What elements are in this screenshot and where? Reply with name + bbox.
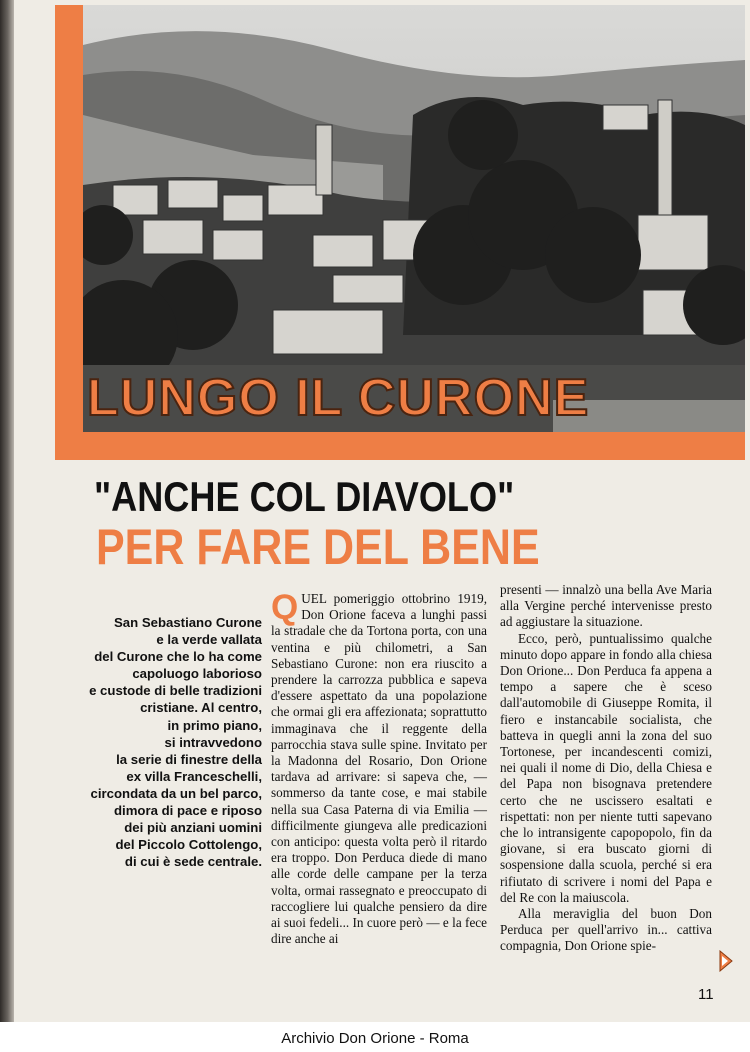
archive-footer: Archivio Don Orione - Roma xyxy=(281,1030,469,1047)
caption-line: e custode di belle tradizioni xyxy=(89,683,262,699)
caption-line: in primo piano, xyxy=(167,717,262,733)
caption-line: circondata da un bel parco, xyxy=(90,785,262,801)
caption-line: e la verde vallata xyxy=(156,632,262,648)
caption-line: capoluogo laborioso xyxy=(132,666,262,682)
caption-line: la serie di finestre della xyxy=(116,751,262,767)
drop-cap: Q xyxy=(271,588,299,627)
continue-arrow-icon xyxy=(719,950,733,972)
caption-line: San Sebastiano Curone xyxy=(113,615,262,630)
village-landscape-illustration xyxy=(83,5,745,432)
caption-line: dei più anziani uomini xyxy=(124,820,262,836)
orange-accent-bar-bottom xyxy=(55,432,745,460)
caption-line: ex villa Franceschelli, xyxy=(126,768,262,784)
photo-caption xyxy=(62,614,262,870)
article-subhead: PER FARE DEL BENE xyxy=(96,519,540,575)
article-column-2 xyxy=(500,582,712,955)
caption-line: del Curone che lo ha come xyxy=(94,649,262,665)
caption-line: si intravvedono xyxy=(164,734,262,750)
orange-accent-bar-left xyxy=(55,5,83,460)
article-paragraph: Alla meraviglia del buon Don Perduca per quell'arrivo in... cattiva compagnia, Don Orione spie- xyxy=(500,906,712,954)
caption-line: di cui è sede centrale. xyxy=(124,854,262,870)
article-column-1 xyxy=(271,588,487,947)
article-paragraph xyxy=(271,588,487,947)
page-number: 11 xyxy=(698,986,714,1003)
caption-line: dimora di pace e riposo xyxy=(113,803,262,819)
book-binding-edge xyxy=(0,0,14,1052)
article-paragraph: presenti — innalzò una bella Ave Maria alla Vergine perché intervenisse presto ad aggiustare la situazione. xyxy=(500,582,712,630)
hillside-village-photo xyxy=(83,5,745,432)
caption-line: cristiane. Al centro, xyxy=(140,700,262,716)
photo-title: LUNGO IL CURONE xyxy=(87,369,590,427)
article-paragraph: Ecco, però, puntualissimo qualche minuto dopo appare in fondo alla chiesa Don Orione... Don Perduca fa appena a tempo a sapere che è sceso dall'automobile di Giuseppe Romita, il fiero e instancabile socialista, che batteva in quegli anni la zona del suo Tortonese, per incandescenti comizi, nei quali il nome di Dio, della Chiesa e del Papa non bisognava pretendere certo che ne uscissero esaltati e rispettati: non per niente tutti sapevano che lo intransigente capopopolo, fin da giovane, si era buscato giorni di sospensione dalla scuola, perché si era rifiutato di scrivere i nomi del Papa e del Re con la maiuscola. xyxy=(500,630,712,905)
article-paragraph-text: UEL pomeriggio ottobrino 1919, Don Orione faceva a lunghi passi la stradale che da Tortona porta, con una ventina e più chilometri, a San Sebastiano Curone: non era riuscito a prendere la carrozza pubblica e sapeva d'essere aspettato da una popolazione che ormai gli era affezionata; soprattutto immaginava che il reggente della parrocchia stava sulle spine. Invitato per la Madonna del Rosario, Don Orione tardava ad arrivare: si sapeva che, — sommerso da tante cose, e mai stabile nella sua Casa Paterna di via Emilia — difficilmente giungeva alle predicazioni con anticipo: questa volta però il ritardo era troppo. Don Perduca diede di mano alle corde delle campane per la terza volta, ormai rassegnato e preoccupato di raccogliere lui qualche pensiero da dire ai suoi fedeli... In cuore però — e la fece dire anche ai xyxy=(271,591,487,947)
caption-line: del Piccolo Cottolengo, xyxy=(115,837,262,853)
article-headline: "ANCHE COL DIAVOLO" xyxy=(94,473,515,520)
